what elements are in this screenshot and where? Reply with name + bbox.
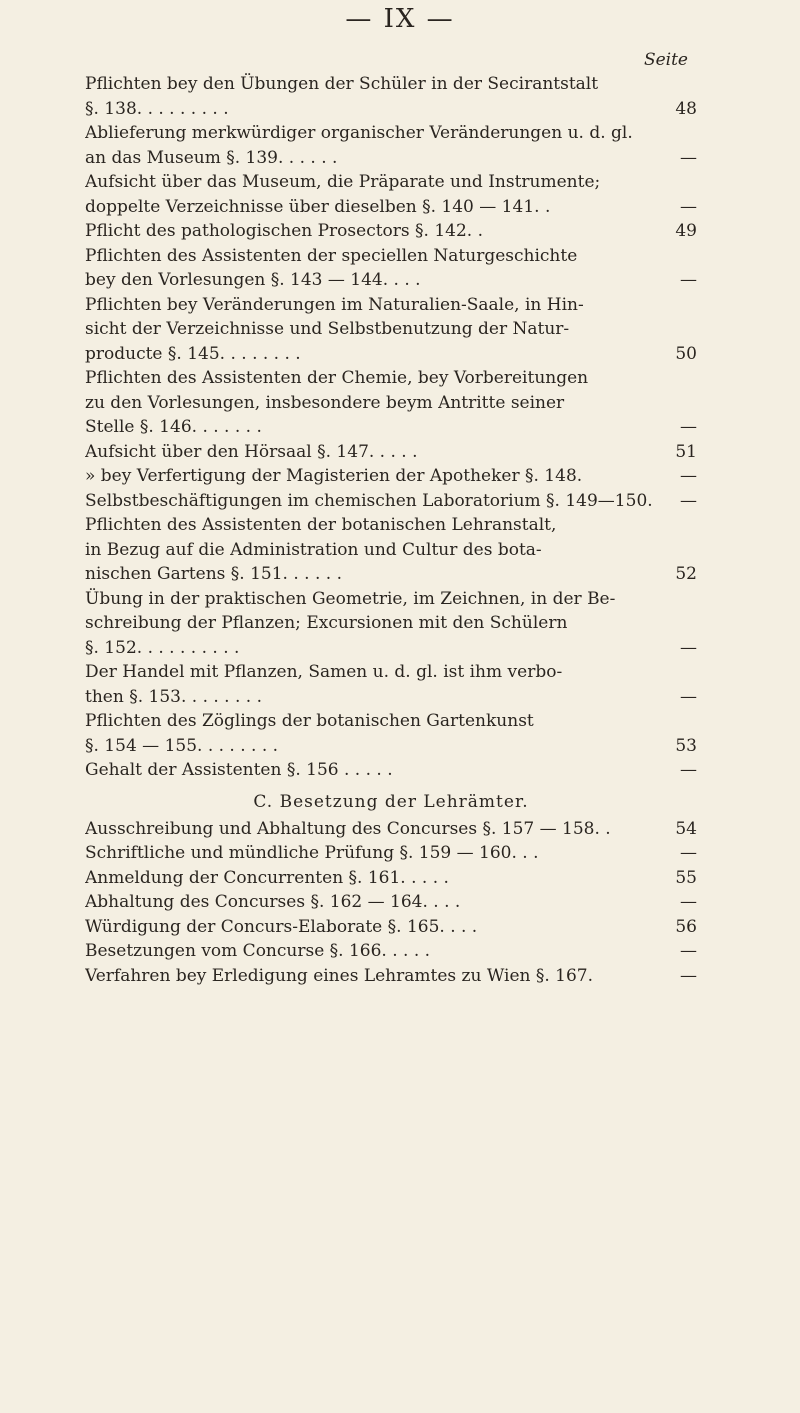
toc-entry — [85, 464, 697, 489]
toc-entry-text: Ausschreibung und Abhaltung des Concurses §. 157 — 158. . — [85, 818, 611, 839]
toc-entry-page: — — [680, 490, 697, 511]
toc-entry-page: — — [680, 965, 697, 986]
toc-entry-text: Pflichten des Assistenten der botanischen Lehranstalt, — [85, 515, 557, 535]
toc-entry-text: Stelle §. 146. . . . . . . — [85, 417, 262, 437]
toc-entry-text: schreibung der Pflanzen; Excursionen mit den Schülern — [85, 613, 568, 633]
toc-entry-page: 48 — [675, 98, 697, 119]
toc-entry-text: Besetzungen vom Concurse §. 166. . . . . — [85, 941, 431, 961]
toc-entry-text: » bey Verfertigung der Magisterien der Apotheker §. 148. — [85, 466, 583, 486]
toc-entry-page: — — [680, 147, 697, 168]
toc-entry-text: producte §. 145. . . . . . . . — [85, 343, 301, 364]
toc-entry-page: — — [680, 417, 697, 437]
toc-entry-page: 49 — [675, 221, 697, 241]
toc-entry-page: 51 — [675, 441, 697, 462]
toc-entry — [85, 866, 697, 891]
table-of-contents — [85, 72, 697, 988]
toc-entry-page: — — [680, 637, 697, 658]
toc-entry-page: — — [680, 196, 697, 217]
toc-entry-text: Pflicht des pathologischen Prosectors §. 142. . — [85, 221, 484, 241]
toc-entry — [85, 440, 697, 465]
toc-entry-page: — — [680, 892, 697, 912]
toc-entry-text: Selbstbeschäftigungen im chemischen Laboratorium §. 149—150. — [85, 490, 653, 511]
toc-entry — [85, 660, 697, 709]
toc-entry-text: an das Museum §. 139. . . . . . — [85, 147, 338, 168]
toc-entry-page: — — [680, 686, 697, 707]
toc-entry-text: §. 154 — 155. . . . . . . . — [85, 735, 279, 756]
toc-entry-page: 52 — [675, 564, 697, 584]
toc-entry — [85, 709, 697, 758]
toc-entry-text: §. 138. . . . . . . . . — [85, 98, 229, 119]
toc-entry-text: Schriftliche und mündliche Prüfung §. 159 — 160. . . — [85, 843, 539, 863]
toc-entry-page: 54 — [675, 818, 697, 839]
toc-entry-text: Ablieferung merkwürdiger organischer Veränderungen u. d. gl. — [85, 123, 633, 143]
section-title: C. Besetzung der Lehrämter. — [253, 791, 529, 812]
toc-entry-text: Pflichten bey Veränderungen im Naturalien-Saale, in Hin- — [85, 294, 584, 315]
toc-entry-text: §. 152. . . . . . . . . . — [85, 637, 240, 658]
toc-entry — [85, 489, 697, 514]
toc-entry-text: Aufsicht über den Hörsaal §. 147. . . . . — [85, 441, 418, 462]
toc-entry — [85, 817, 697, 842]
toc-entry-page: — — [680, 466, 697, 486]
toc-entry — [85, 587, 697, 661]
toc-entry-text: Pflichten des Assistenten der Chemie, bey Vorbereitungen — [85, 368, 589, 388]
toc-entry-page: 56 — [675, 916, 697, 937]
toc-entry — [85, 72, 697, 121]
toc-entry-text: Würdigung der Concurs-Elaborate §. 165. . . . — [85, 916, 478, 937]
toc-entry — [85, 513, 697, 587]
toc-entry-text: Pflichten des Zöglings der botanischen Gartenkunst — [85, 711, 534, 731]
toc-entry-text: Aufsicht über das Museum, die Präparate und Instrumente; — [85, 172, 601, 192]
toc-entry-text: sicht der Verzeichnisse und Selbstbenutzung der Natur- — [85, 319, 570, 339]
column-label-seite: Seite — [643, 50, 688, 70]
toc-entry-text: nischen Gartens §. 151. . . . . . — [85, 564, 343, 584]
toc-entry-text: Pflichten des Assistenten der speciellen Naturgeschichte — [85, 245, 578, 266]
toc-entry — [85, 170, 697, 219]
toc-entry — [85, 915, 697, 940]
page-header: — IX — — [345, 4, 455, 34]
toc-entry-text: Der Handel mit Pflanzen, Samen u. d. gl. ist ihm verbo- — [85, 662, 563, 682]
toc-entry-text: then §. 153. . . . . . . . — [85, 686, 263, 707]
toc-entry-text: Pflichten bey den Übungen der Schüler in der Secirantstalt — [85, 74, 599, 94]
toc-entry — [85, 758, 697, 783]
toc-entry — [85, 890, 697, 915]
toc-entry — [85, 964, 697, 989]
toc-entry-text: zu den Vorlesungen, insbesondere beym Antritte seiner — [85, 392, 565, 413]
toc-entry-page: — — [680, 843, 697, 863]
toc-entry-text: Gehalt der Assistenten §. 156 . . . . . — [85, 760, 393, 780]
toc-entry-text: Anmeldung der Concurrenten §. 161. . . . . — [85, 867, 449, 888]
toc-entry-page: 55 — [675, 867, 697, 888]
toc-entry-text: Übung in der praktischen Geometrie, im Zeichnen, in der Be- — [85, 588, 616, 609]
toc-entry-text: in Bezug auf die Administration und Cultur des bota- — [85, 539, 542, 560]
toc-entries-section-c — [85, 817, 697, 989]
toc-entry — [85, 293, 697, 367]
toc-entry — [85, 939, 697, 964]
toc-entry-text: Verfahren bey Erledigung eines Lehramtes zu Wien §. 167. — [85, 965, 594, 986]
toc-entry — [85, 121, 697, 170]
toc-entry-text: doppelte Verzeichnisse über dieselben §. 140 — 141. . — [85, 196, 551, 217]
toc-entry — [85, 219, 697, 244]
toc-entry — [85, 841, 697, 866]
toc-entry-page: 53 — [675, 735, 697, 756]
toc-entry-text: Abhaltung des Concurses §. 162 — 164. . . . — [85, 892, 461, 912]
toc-entry-text: bey den Vorlesungen §. 143 — 144. . . . — [85, 270, 421, 290]
toc-entry-page: — — [680, 941, 697, 961]
toc-entry-page: 50 — [675, 343, 697, 364]
toc-entry-page: — — [680, 270, 697, 290]
toc-entry — [85, 366, 697, 440]
toc-entry-page: — — [680, 760, 697, 780]
toc-entry — [85, 244, 697, 293]
toc-entries-section-b — [85, 72, 697, 783]
